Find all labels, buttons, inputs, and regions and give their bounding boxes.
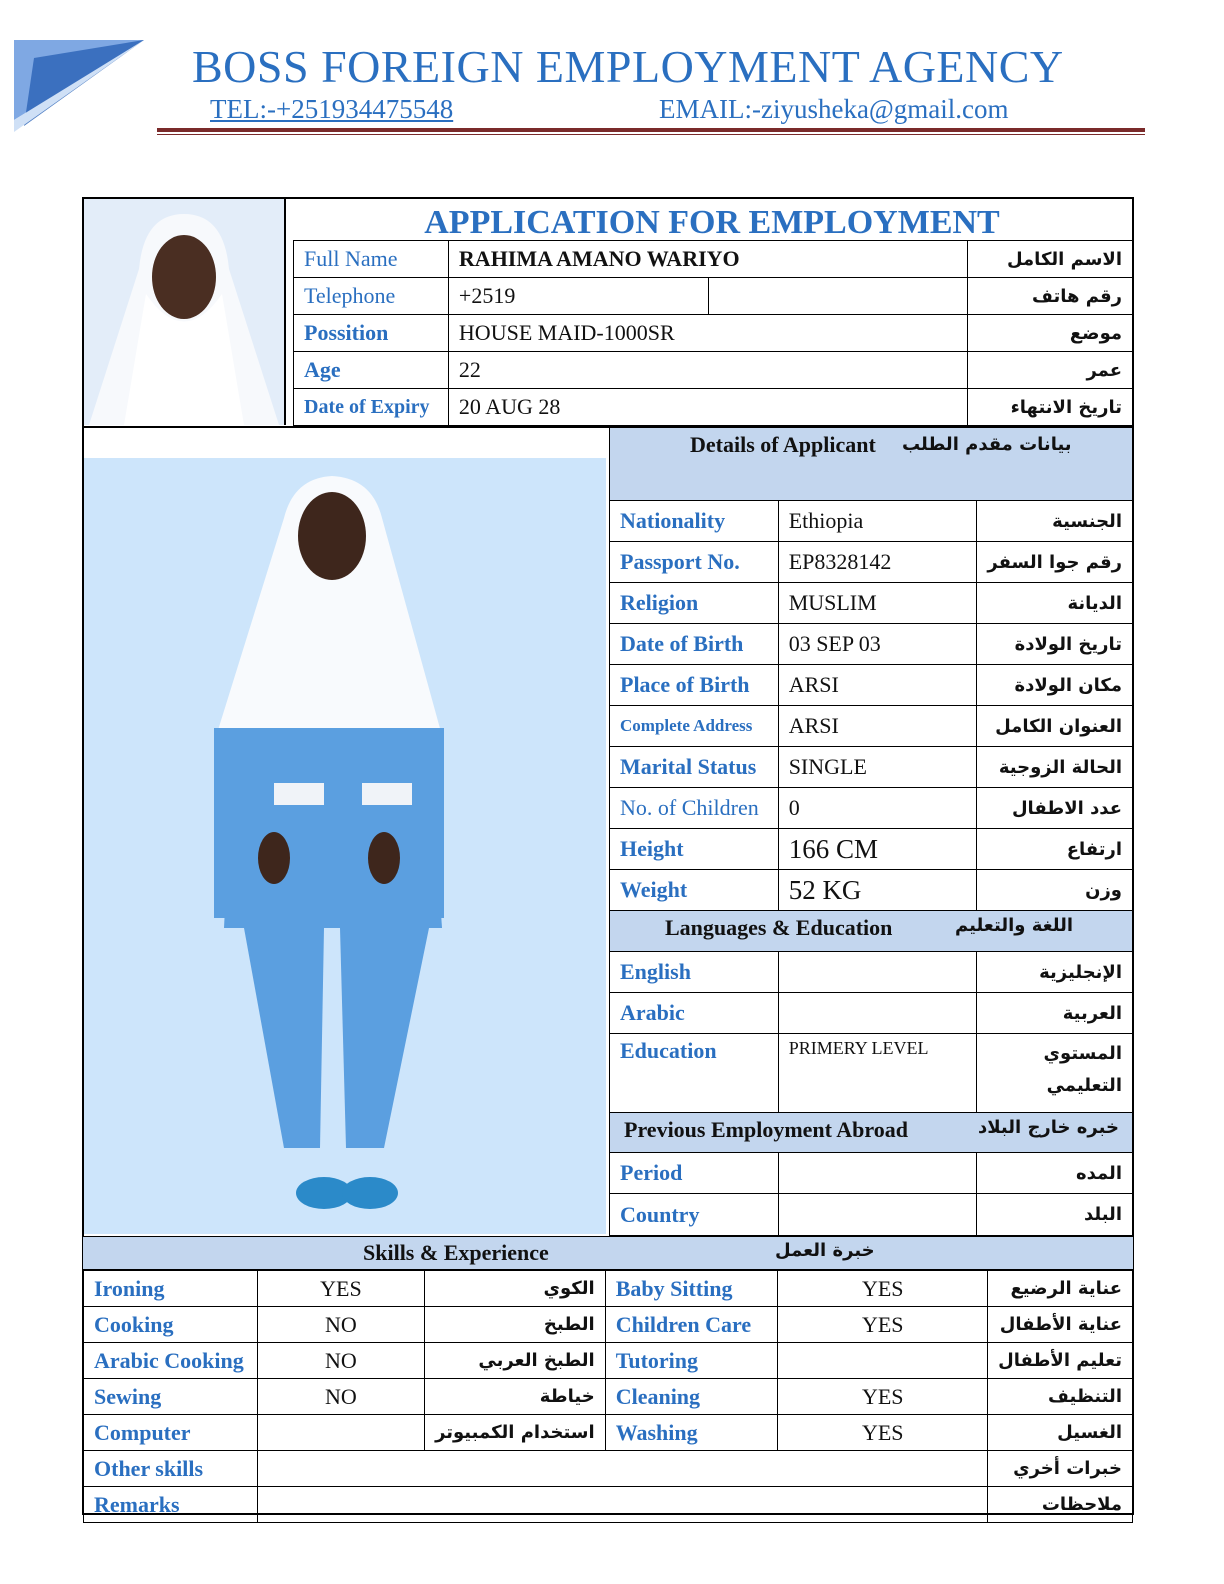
- arabic-education: [977, 1034, 1133, 1113]
- top-info-table: [293, 240, 1133, 426]
- value-ironing: YES: [257, 1271, 424, 1307]
- row-position: [294, 315, 1133, 352]
- value-cleaning: YES: [778, 1379, 988, 1415]
- label-age: Age: [294, 352, 449, 389]
- header-divider-thin: [157, 134, 1145, 135]
- row-full-name: [294, 241, 1133, 278]
- arabic-children: عدد الاطفال: [977, 788, 1133, 829]
- skills-row: [84, 1343, 1133, 1379]
- label-ironing: Ironing: [84, 1271, 258, 1307]
- label-height: Height: [610, 829, 779, 870]
- label-arabic-cooking: Arabic Cooking: [84, 1343, 258, 1379]
- value-arabic-cooking: NO: [257, 1343, 424, 1379]
- value-english: [778, 952, 977, 993]
- arabic-country: البلد: [977, 1194, 1133, 1236]
- value-place-of-birth: ARSI: [778, 665, 977, 706]
- row-date-of-birth: [610, 624, 1133, 665]
- arabic-date-of-birth: تاريخ الولادة: [977, 624, 1133, 665]
- languages-heading-cell: [610, 911, 1133, 952]
- row-arabic: [610, 993, 1133, 1034]
- agency-logo: [14, 40, 144, 132]
- arabic-remarks: ملاحظات: [988, 1487, 1133, 1523]
- skills-table: [83, 1270, 1133, 1523]
- languages-heading: Languages & Education: [665, 915, 893, 940]
- value-telephone: +2519: [448, 278, 708, 315]
- label-sewing: Sewing: [84, 1379, 258, 1415]
- value-passport: EP8328142: [778, 542, 977, 583]
- arabic-sewing: خياطة: [425, 1379, 606, 1415]
- value-height: 166 CM: [778, 829, 977, 870]
- label-education: Education: [610, 1034, 779, 1113]
- arabic-children-care: عناية الأطفال: [988, 1307, 1133, 1343]
- agency-email[interactable]: EMAIL:-ziyusheka@gmail.com: [659, 94, 1009, 124]
- arabic-telephone: رقم هاتف: [968, 278, 1133, 315]
- row-english: [610, 952, 1133, 993]
- row-education: [610, 1034, 1133, 1113]
- arabic-arabic-cooking: الطبخ العربي: [425, 1343, 606, 1379]
- arabic-place-of-birth: مكان الولادة: [977, 665, 1133, 706]
- arabic-position: موضع: [968, 315, 1133, 352]
- label-date-of-expiry: Date of Expiry: [294, 389, 449, 426]
- row-date-of-expiry: [294, 389, 1133, 426]
- languages-heading-arabic: اللغة والتعليم: [955, 915, 1074, 936]
- arabic-date-of-expiry: تاريخ الانتهاء: [968, 389, 1133, 426]
- label-children: No. of Children: [610, 788, 779, 829]
- skills-row: [84, 1271, 1133, 1307]
- previous-heading-row: [610, 1113, 1133, 1153]
- arabic-ironing: الكوي: [425, 1271, 606, 1307]
- row-passport: [610, 542, 1133, 583]
- applicant-full-body-photo: [84, 458, 606, 1234]
- value-arabic: [778, 993, 977, 1034]
- arabic-marital-status: الحالة الزوجية: [977, 747, 1133, 788]
- details-heading-band: [609, 428, 1133, 500]
- row-complete-address: [610, 706, 1133, 747]
- arabic-tutoring: تعليم الأطفال: [988, 1343, 1133, 1379]
- value-position: HOUSE MAID-1000SR: [448, 315, 967, 352]
- value-sewing: NO: [257, 1379, 424, 1415]
- row-religion: [610, 583, 1133, 624]
- label-washing: Washing: [605, 1415, 778, 1451]
- languages-heading-row: [610, 911, 1133, 952]
- value-computer: [257, 1415, 424, 1451]
- applicant-portrait-photo: [84, 199, 286, 425]
- value-weight: 52 KG: [778, 870, 977, 911]
- details-heading: Details of Applicant: [690, 432, 876, 457]
- arabic-baby-sitting: عناية الرضيع: [988, 1271, 1133, 1307]
- arabic-period: المده: [977, 1153, 1133, 1194]
- label-other-skills: Other skills: [84, 1451, 258, 1487]
- label-passport: Passport No.: [610, 542, 779, 583]
- value-telephone-extra: [708, 278, 968, 315]
- label-marital-status: Marital Status: [610, 747, 779, 788]
- row-weight: [610, 870, 1133, 911]
- arabic-passport: رقم جوا السفر: [977, 542, 1133, 583]
- label-remarks: Remarks: [84, 1487, 258, 1523]
- previous-heading-arabic: خبره خارج البلاد: [978, 1117, 1119, 1138]
- header-divider: [157, 128, 1145, 132]
- label-english: English: [610, 952, 779, 993]
- value-nationality: Ethiopia: [778, 501, 977, 542]
- label-full-name: Full Name: [294, 241, 449, 278]
- arabic-cleaning: التنظيف: [988, 1379, 1133, 1415]
- value-period: [778, 1153, 977, 1194]
- skills-heading-arabic: خبرة العمل: [775, 1240, 875, 1261]
- label-country: Country: [610, 1194, 779, 1236]
- arabic-washing: الغسيل: [988, 1415, 1133, 1451]
- label-baby-sitting: Baby Sitting: [605, 1271, 778, 1307]
- arabic-age: عمر: [968, 352, 1133, 389]
- value-full-name: RAHIMA AMANO WARIYO: [448, 241, 967, 278]
- arabic-weight: وزن: [977, 870, 1133, 911]
- value-education: PRIMERY LEVEL: [778, 1034, 977, 1113]
- skills-row: [84, 1307, 1133, 1343]
- label-weight: Weight: [610, 870, 779, 911]
- value-tutoring: [778, 1343, 988, 1379]
- skills-row: [84, 1379, 1133, 1415]
- value-complete-address: ARSI: [778, 706, 977, 747]
- value-children-care: YES: [778, 1307, 988, 1343]
- row-place-of-birth: [610, 665, 1133, 706]
- value-other-skills: [257, 1451, 987, 1487]
- label-nationality: Nationality: [610, 501, 779, 542]
- value-date-of-expiry: 20 AUG 28: [448, 389, 967, 426]
- arabic-computer: استخدام الكمبيوتر: [425, 1415, 606, 1451]
- row-telephone: [294, 278, 1133, 315]
- value-baby-sitting: YES: [778, 1271, 988, 1307]
- value-remarks: [257, 1487, 987, 1523]
- arabic-arabic: العربية: [977, 993, 1133, 1034]
- arabic-english: الإنجليزية: [977, 952, 1133, 993]
- label-complete-address: Complete Address: [610, 706, 779, 747]
- row-period: [610, 1153, 1133, 1194]
- row-height: [610, 829, 1133, 870]
- label-cleaning: Cleaning: [605, 1379, 778, 1415]
- row-age: [294, 352, 1133, 389]
- label-computer: Computer: [84, 1415, 258, 1451]
- skills-heading-band: [83, 1236, 1133, 1270]
- label-date-of-birth: Date of Birth: [610, 624, 779, 665]
- previous-heading-cell: [610, 1113, 1133, 1153]
- label-telephone: Telephone: [294, 278, 449, 315]
- value-age: 22: [448, 352, 967, 389]
- label-tutoring: Tutoring: [605, 1343, 778, 1379]
- arabic-full-name: الاسم الكامل: [968, 241, 1133, 278]
- value-washing: YES: [778, 1415, 988, 1451]
- arabic-cooking: الطبخ: [425, 1307, 606, 1343]
- arabic-other-skills: خبرات أخري: [988, 1451, 1133, 1487]
- arabic-education-line1: المستوي: [1043, 1043, 1122, 1064]
- label-cooking: Cooking: [84, 1307, 258, 1343]
- label-place-of-birth: Place of Birth: [610, 665, 779, 706]
- value-marital-status: SINGLE: [778, 747, 977, 788]
- arabic-complete-address: العنوان الكامل: [977, 706, 1133, 747]
- value-religion: MUSLIM: [778, 583, 977, 624]
- row-nationality: [610, 501, 1133, 542]
- value-cooking: NO: [257, 1307, 424, 1343]
- value-country: [778, 1194, 977, 1236]
- form-title: APPLICATION FOR EMPLOYMENT: [424, 204, 1000, 241]
- remarks-row: [84, 1487, 1133, 1523]
- label-period: Period: [610, 1153, 779, 1194]
- arabic-height: ارتفاع: [977, 829, 1133, 870]
- arabic-religion: الديانة: [977, 583, 1133, 624]
- label-arabic: Arabic: [610, 993, 779, 1034]
- row-marital-status: [610, 747, 1133, 788]
- value-children: 0: [778, 788, 977, 829]
- details-heading-arabic: بيانات مقدم الطلب: [902, 434, 1072, 455]
- label-position: Possition: [294, 315, 449, 352]
- arabic-nationality: الجنسية: [977, 501, 1133, 542]
- other-skills-row: [84, 1451, 1133, 1487]
- agency-name: BOSS FOREIGN EMPLOYMENT AGENCY: [192, 41, 1064, 92]
- row-children: [610, 788, 1133, 829]
- label-religion: Religion: [610, 583, 779, 624]
- details-table: [609, 500, 1133, 1236]
- skills-heading: Skills & Experience: [363, 1240, 549, 1265]
- previous-heading: Previous Employment Abroad: [624, 1117, 908, 1142]
- skills-row: [84, 1415, 1133, 1451]
- arabic-education-line2: التعليمي: [1046, 1075, 1122, 1096]
- label-children-care: Children Care: [605, 1307, 778, 1343]
- value-date-of-birth: 03 SEP 03: [778, 624, 977, 665]
- agency-telephone[interactable]: TEL:-+251934475548: [210, 94, 454, 124]
- row-country: [610, 1194, 1133, 1236]
